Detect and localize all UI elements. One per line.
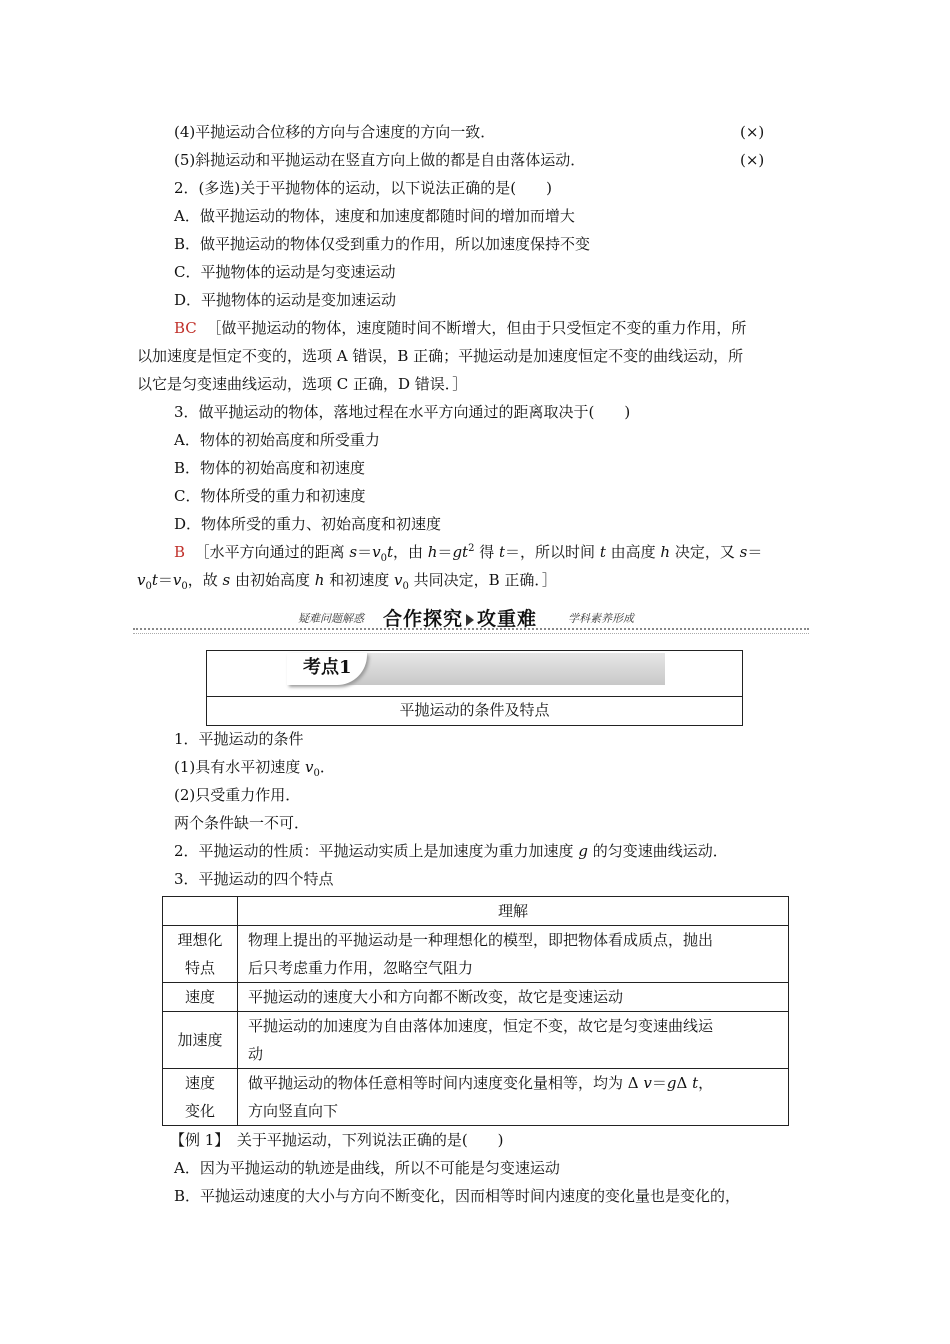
item-4-text: (4)平抛运动合位移的方向与合速度的方向一致．	[174, 123, 496, 141]
table-row	[163, 926, 789, 983]
q3-answer: B	[174, 543, 186, 561]
table-header-empty	[163, 897, 238, 926]
item-4-mark: (×)	[740, 123, 765, 141]
key-point-subtitle: 平抛运动的条件及特点	[399, 701, 550, 719]
example-1-option-b: B．平抛运动速度的大小与方向不断变化，因而相等时间内速度的变化量也是变化的，	[174, 1187, 741, 1205]
q2-option-b: B．做平抛运动的物体仅受到重力的作用，所以加速度保持不变	[174, 235, 591, 253]
table-row-heading: 速度	[163, 983, 238, 1012]
key-point-label: 考点1	[303, 657, 352, 678]
example-1-option-a: A．因为平抛运动的轨迹是曲线，所以不可能是匀变速运动	[174, 1159, 560, 1177]
table-row-heading: 理想化 特点	[163, 926, 238, 983]
table-row-content: 物理上提出的平抛运动是一种理想化的模型，即把物体看成质点，抛出 后只考虑重力作用，忽略空气阻力	[238, 926, 789, 983]
item-5-text: (5)斜抛运动和平抛运动在竖直方向上做的都是自由落体运动．	[174, 151, 586, 169]
table-row	[163, 1069, 789, 1126]
table-row-heading: 速度 变化	[163, 1069, 238, 1126]
table-header-cell: 理解	[238, 897, 789, 926]
q3-option-b: B．物体的初始高度和初速度	[174, 459, 366, 477]
q2-option-c: C．平抛物体的运动是匀变速运动	[174, 263, 396, 281]
table-row-heading: 加速度	[163, 1012, 238, 1069]
section-point-1-2: (2)只受重力作用．	[174, 786, 301, 804]
example-label: 【例 1】	[170, 1131, 222, 1149]
section-banner	[133, 604, 809, 634]
table-row-content: 平抛运动的加速度为自由落体加速度，恒定不变，故它是匀变速曲线运 动	[238, 1012, 789, 1069]
q3-option-d: D．物体所受的重力、初始高度和初速度	[174, 515, 442, 533]
q3-option-c: C．物体所受的重力和初速度	[174, 487, 366, 505]
q3-explanation-line1: B ［水平方向通过的距离 $s=v_0t$，由 $h=gt^2$ 得 t＝，所以时间 t 由高度 h 决定，又 s＝	[174, 543, 763, 564]
q2-explanation-line3: 以它是匀变速曲线运动，选项 C 正确，D 错误．］	[137, 375, 468, 393]
arrow-icon	[466, 614, 474, 626]
section-point-1: 1．平抛运动的条件	[174, 730, 304, 748]
features-table	[162, 896, 789, 1126]
banner-divider	[133, 628, 809, 630]
table-row-content: 平抛运动的速度大小和方向都不断改变，故它是变速运动	[238, 983, 789, 1012]
table-header-row	[163, 897, 789, 926]
banner-right-caption: 学科素养形成	[568, 612, 634, 625]
table-row	[163, 983, 789, 1012]
q2-answer: BC	[174, 319, 197, 337]
q2-explanation-line2: 以加速度是恒定不变的，选项 A 错误，B 正确；平抛运动是加速度恒定不变的曲线运动，所	[137, 347, 744, 365]
q3-explanation-line2: $v_0t=v_0$，故 s 由初始高度 h 和初速度 $v_0$ 共同决定，B 正确．］	[137, 571, 557, 592]
item-5-mark: (×)	[740, 151, 765, 169]
section-point-3: 3．平抛运动的四个特点	[174, 870, 334, 888]
banner-divider-secondary	[133, 633, 809, 634]
key-point-divider	[207, 696, 742, 697]
q2-option-d: D．平抛物体的运动是变加速运动	[174, 291, 397, 309]
banner-title: 合作探究 攻重难	[383, 608, 538, 630]
q2-option-a: A．做平抛运动的物体，速度和加速度都随时间的增加而增大	[174, 207, 575, 225]
q3-option-a: A．物体的初始高度和所受重力	[174, 431, 380, 449]
q2-stem: 2．(多选)关于平抛物体的运动，以下说法正确的是( )	[174, 179, 552, 197]
section-point-1-1: (1)具有水平初速度 $v_0$．	[174, 758, 335, 779]
key-point-box	[206, 650, 743, 726]
section-point-1-note: 两个条件缺一不可．	[174, 814, 310, 832]
q3-stem: 3．做平抛运动的物体，落地过程在水平方向通过的距离取决于( )	[174, 403, 631, 421]
table-row	[163, 1012, 789, 1069]
banner-left-caption: 疑难问题解惑	[298, 612, 364, 625]
example-1-stem: 【例 1】 关于平抛运动，下列说法正确的是( )	[170, 1131, 504, 1149]
section-point-2: 2．平抛运动的性质：平抛运动实质上是加速度为重力加速度 g 的匀变速曲线运动．	[174, 842, 728, 860]
q2-explanation-line1: BC ［做平抛运动的物体，速度随时间不断增大，但由于只受恒定不变的重力作用，所	[174, 319, 747, 337]
table-row-content: 做平抛运动的物体任意相等时间内速度变化量相等，均为 Δ v＝gΔ t， 方向竖直向下	[238, 1069, 789, 1126]
